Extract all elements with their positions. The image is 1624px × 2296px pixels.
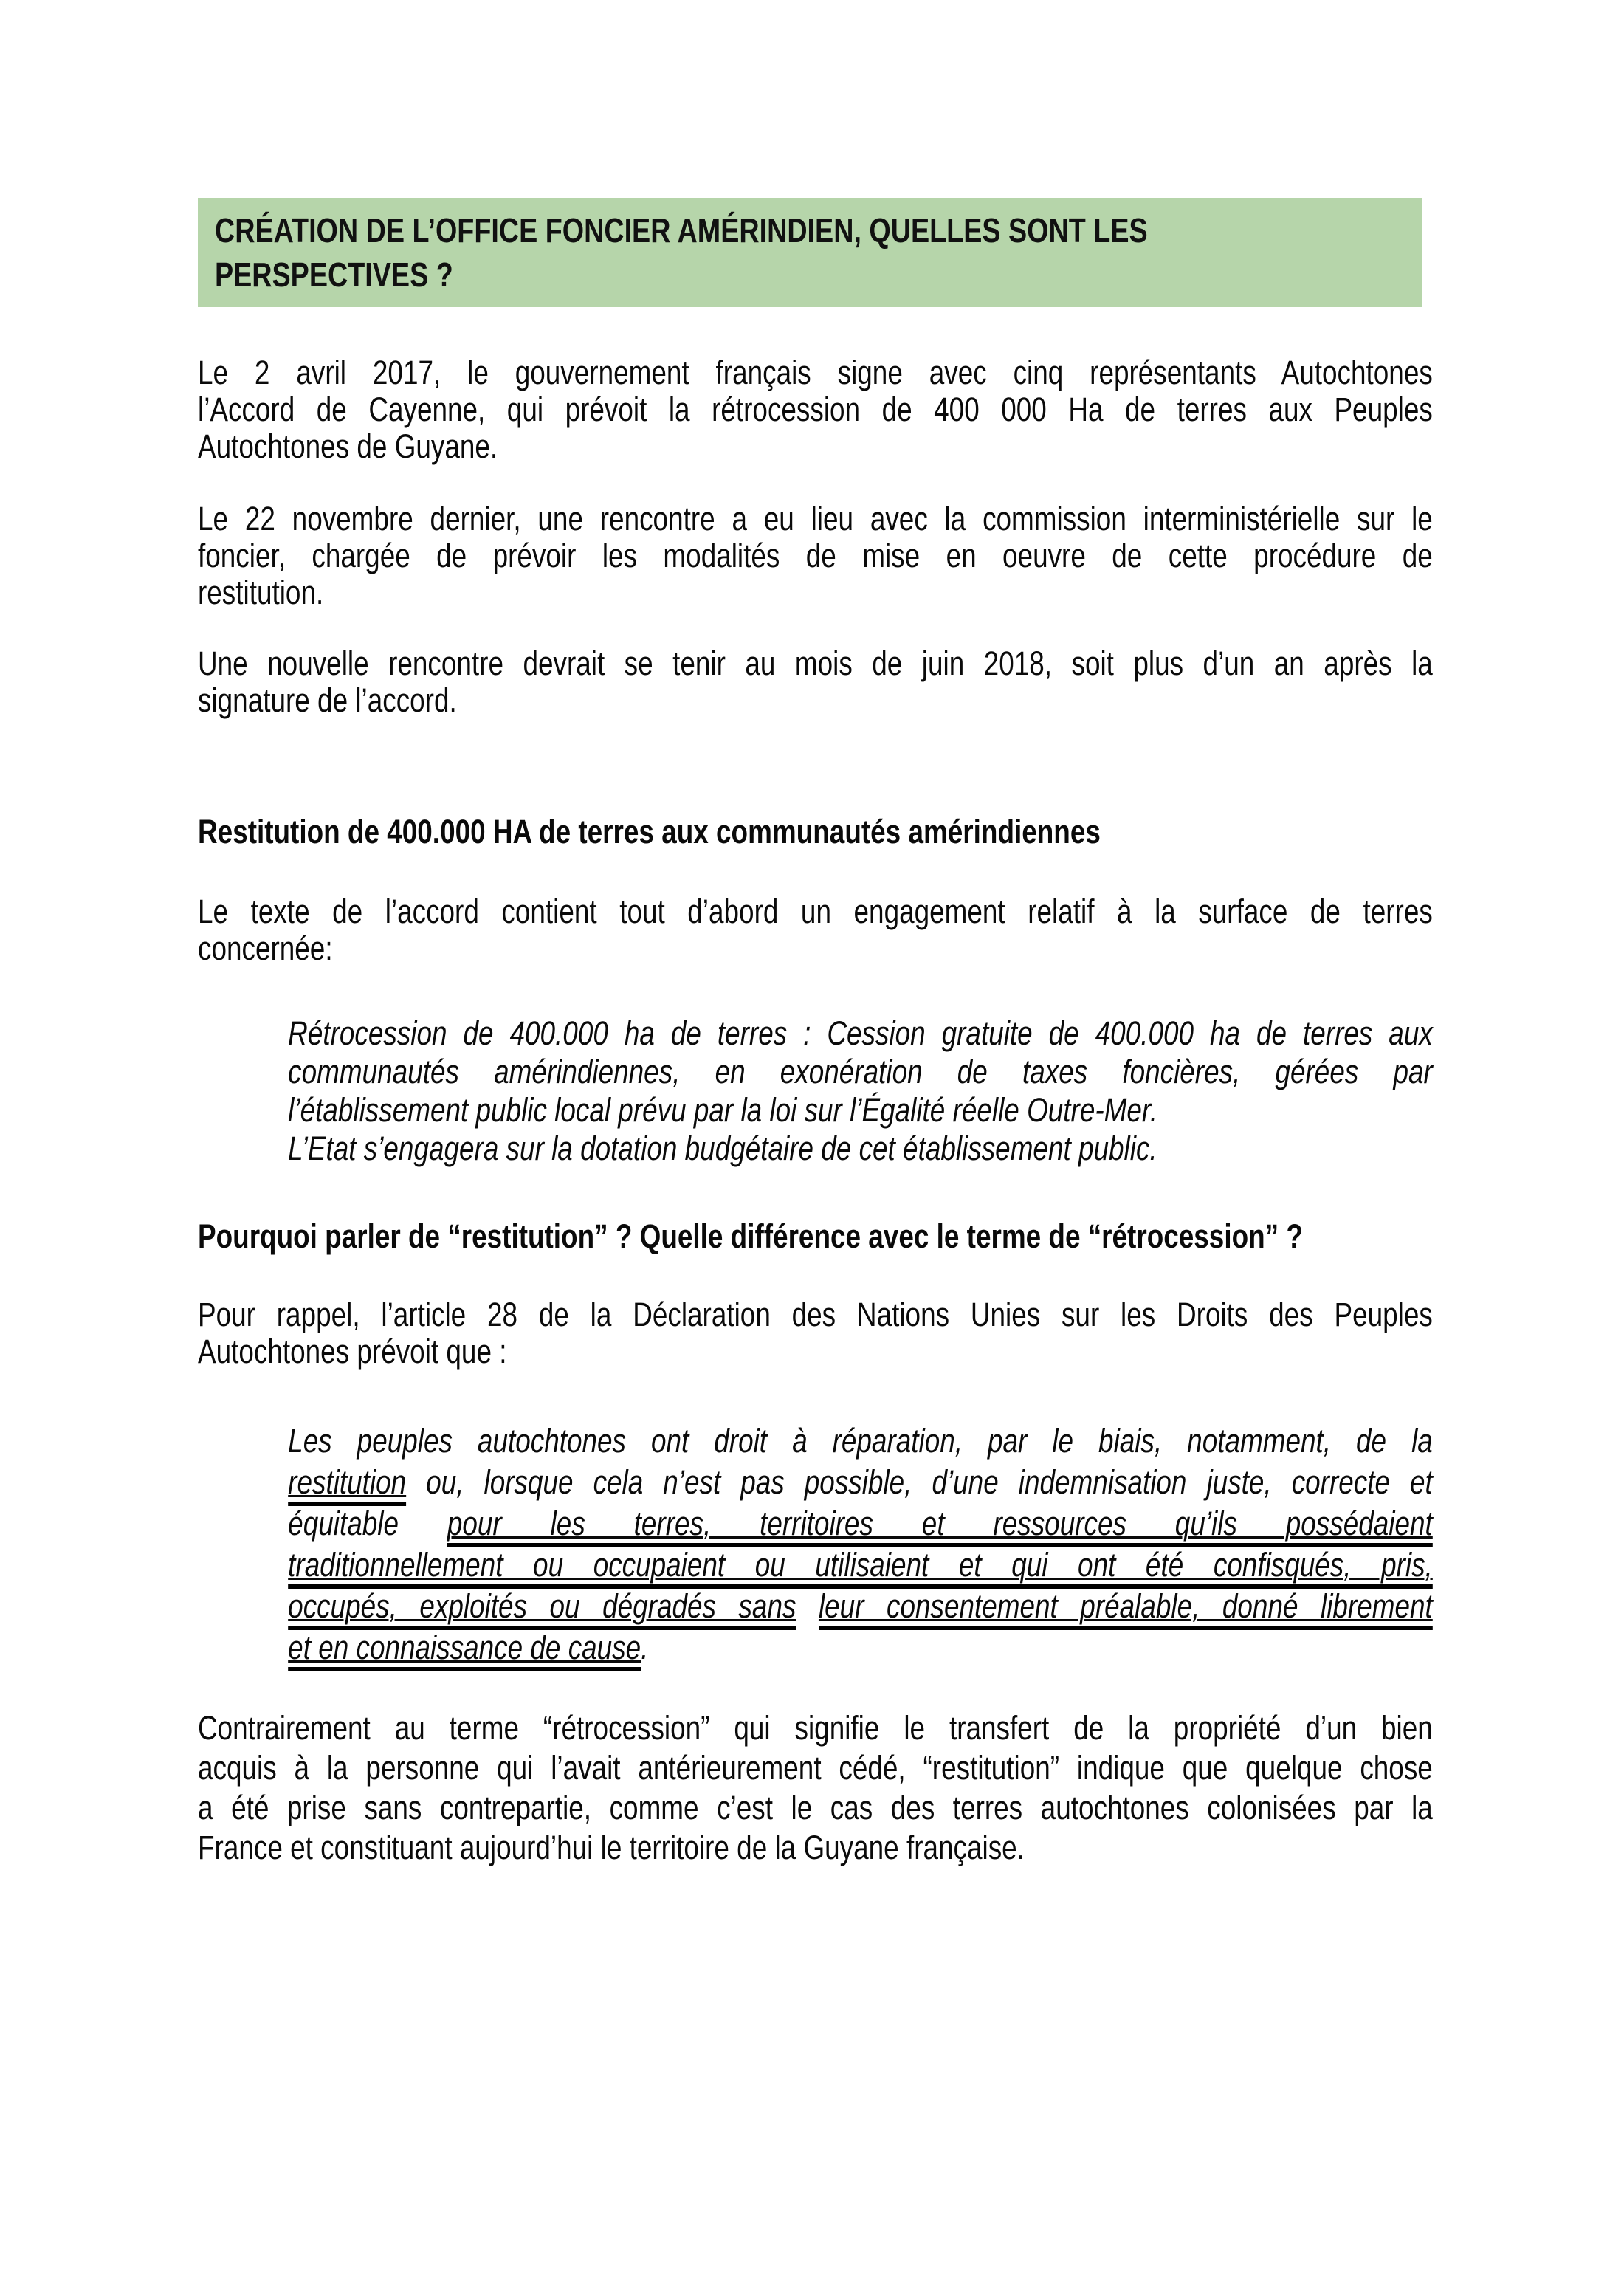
text-line: l’établissement public local prévu par la loi sur l’Égalité réelle Outre-Mer. [288,1091,1158,1129]
paragraph-nouvelle-rencontre [198,645,1433,719]
text-line: Contrairement au terme “rétrocession” qui signifie le transfert de la propriété d’un bien [198,1709,1433,1747]
document-title-line-2: PERSPECTIVES ? [214,255,453,294]
text-line [288,1503,1433,1544]
underlined-text: leur consentement préalable, donné librement [819,1587,1433,1630]
blockquote-undrip-article-28 [288,1420,1433,1668]
paragraph-rencontre-novembre [198,501,1433,611]
text-line: Autochtones prévoit que : [198,1333,507,1370]
underlined-text: pour les terres, territoires et ressources qu’ils possédaient [447,1505,1433,1547]
text-line: Une nouvelle rencontre devrait se tenir au mois de juin 2018, soit plus d’un an après la [198,645,1433,682]
paragraph-intro-accord [198,354,1433,465]
text-line [288,1586,1433,1627]
text-line: Le 22 novembre dernier, une rencontre a eu lieu avec la commission interministérielle sur le [198,500,1433,537]
blockquote-accord-retrocession [288,1014,1433,1130]
text-line: Le 2 avril 2017, le gouvernement français signe avec cinq représentants Autochtones [198,354,1433,391]
text-line: concernée: [198,929,333,967]
text-line: signature de l’accord. [198,681,457,719]
text-line [288,1420,1433,1462]
paragraph-texte-accord [198,893,1433,967]
text-line [288,1462,1433,1503]
blockquote-accord-etat [288,1130,1433,1168]
text-line: foncier, chargée de prévoir les modalités de mise en oeuvre de cette procédure de [198,537,1433,574]
document-title-line-1: CRÉATION DE L’OFFICE FONCIER AMÉRINDIEN, QUELLES SONT LES [214,211,1148,250]
document-content [198,198,1433,1868]
paragraph-contrairement [198,1708,1433,1868]
text-segment: équitable [288,1505,447,1542]
text-line: France et constituant aujourd’hui le territoire de la Guyane française. [198,1829,1025,1866]
paragraph-pour-rappel [198,1296,1433,1370]
text-line [288,1627,1433,1668]
text-segment: Les peuples autochtones ont droit à réparation, par le biais, notamment, de la [288,1422,1433,1460]
text-segment [796,1587,819,1625]
text-line: Pour rappel, l’article 28 de la Déclaration des Nations Unies sur les Droits des Peuples [198,1296,1433,1333]
text-line [288,1544,1433,1586]
section-heading-pourquoi-restitution: Pourquoi parler de “restitution” ? Quelle différence avec le terme de “rétrocession” ? [198,1217,1303,1255]
text-line: a été prise sans contrepartie, comme c’est le cas des terres autochtones colonisées par la [198,1789,1433,1826]
text-segment: ou, lorsque cela n’est pas possible, d’une indemnisation juste, correcte et [406,1463,1433,1501]
underlined-text: et en connaissance de cause [288,1629,641,1671]
document-title-banner [198,198,1422,307]
underlined-text: restitution [288,1463,406,1506]
text-line: Autochtones de Guyane. [198,427,498,465]
section-heading-restitution: Restitution de 400.000 HA de terres aux communautés amérindiennes [198,813,1101,850]
underlined-text: traditionnellement ou occupaient ou utilisaient et qui ont été confisqués, pris, [288,1546,1433,1589]
text-segment: . [641,1629,649,1666]
text-line: communautés amérindiennes, en exonération de taxes foncières, gérées par [288,1053,1433,1090]
text-line: restitution. [198,574,324,611]
text-line: Rétrocession de 400.000 ha de terres : Cession gratuite de 400.000 ha de terres aux [288,1014,1433,1052]
underlined-text: occupés, exploités ou dégradés sans [288,1587,796,1630]
text-line: l’Accord de Cayenne, qui prévoit la rétrocession de 400 000 Ha de terres aux Peuples [198,391,1433,428]
text-line: acquis à la personne qui l’avait antérieurement cédé, “restitution” indique que quelque chose [198,1749,1433,1787]
text-line: L’Etat s’engagera sur la dotation budgétaire de cet établissement public. [288,1130,1157,1167]
text-line: Le texte de l’accord contient tout d’abord un engagement relatif à la surface de terres [198,893,1433,930]
